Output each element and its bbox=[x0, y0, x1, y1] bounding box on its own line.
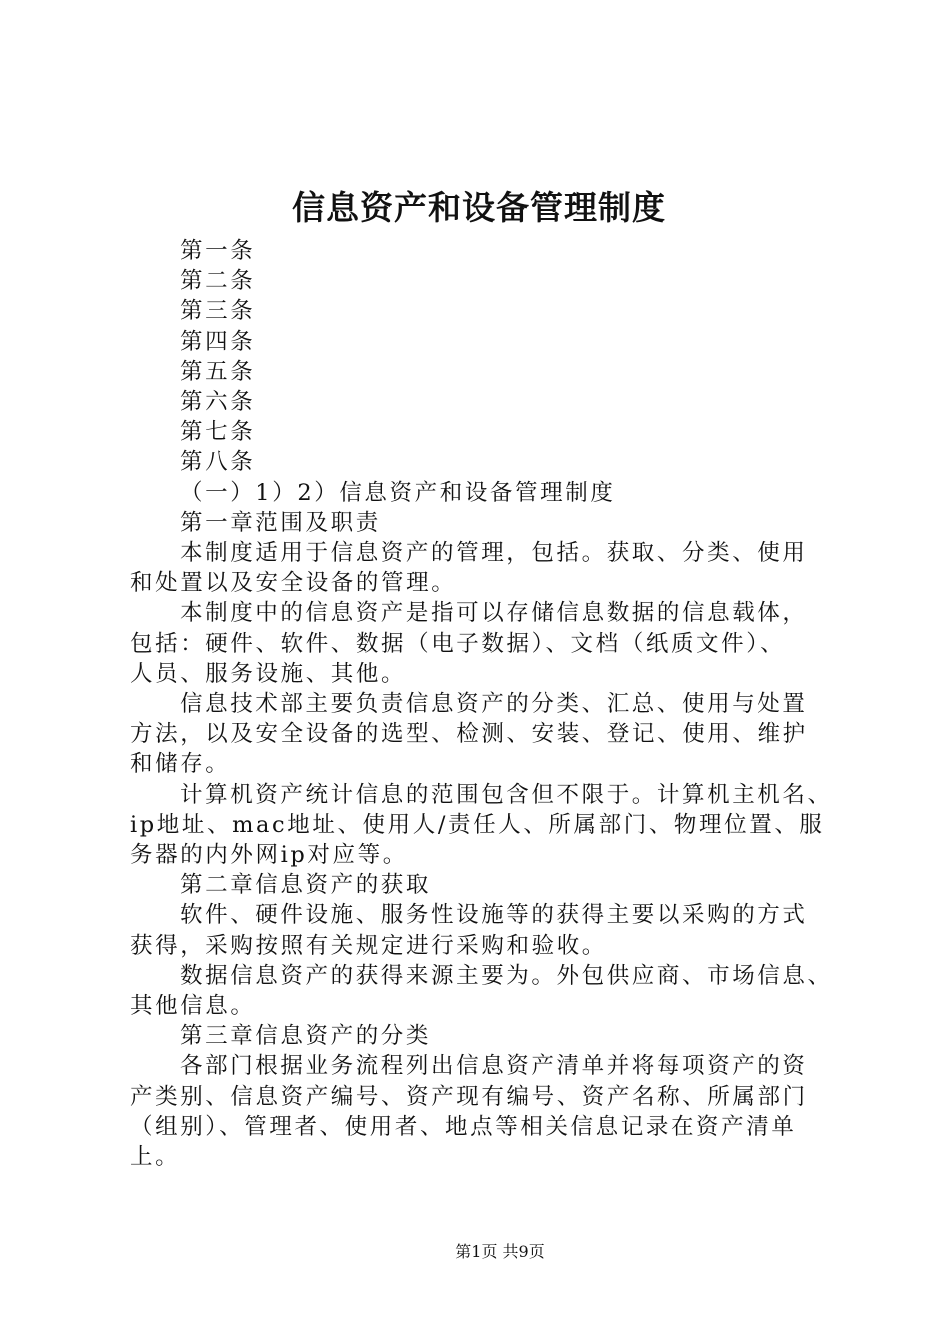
document-body bbox=[130, 236, 836, 1172]
article-item: 第八条 bbox=[180, 449, 256, 476]
paragraph-line: 务器的内外网ip对应等。 bbox=[130, 842, 408, 869]
paragraph-line: 软件、硬件设施、服务性设施等的获得主要以采购的方式 bbox=[180, 902, 808, 929]
paragraph-line: 人员、服务设施、其他。 bbox=[130, 660, 407, 687]
paragraph-line: ip地址、mac地址、使用人/责任人、所属部门、物理位置、服 bbox=[130, 811, 825, 838]
document-title: 信息资产和设备管理制度 bbox=[292, 188, 666, 227]
paragraph-line: 和处置以及安全设备的管理。 bbox=[130, 570, 457, 597]
paragraph-line: 计算机资产统计信息的范围包含但不限于。计算机主机名、 bbox=[180, 781, 833, 808]
chapter-heading: 第二章信息资产的获取 bbox=[180, 872, 432, 899]
article-item: 第二条 bbox=[180, 268, 256, 295]
article-item: 第三条 bbox=[180, 298, 256, 325]
paragraph-line: 获得，采购按照有关规定进行采购和验收。 bbox=[130, 932, 607, 959]
paragraph-line: （组别）、管理者、使用者、地点等相关信息记录在资产清单 bbox=[130, 1113, 797, 1140]
paragraph-line: 方法，以及安全设备的选型、检测、安装、登记、使用、维护 bbox=[130, 721, 808, 748]
paragraph-line: 各部门根据业务流程列出信息资产清单并将每项资产的资 bbox=[180, 1053, 808, 1080]
article-item: 第五条 bbox=[180, 358, 256, 385]
page-total: 共9页 bbox=[502, 1242, 545, 1261]
paragraph-line: 上。 bbox=[130, 1144, 181, 1171]
paragraph-line: 和储存。 bbox=[130, 751, 231, 778]
article-item: 第六条 bbox=[180, 389, 256, 416]
paragraph-line: 本制度适用于信息资产的管理，包括。获取、分类、使用 bbox=[180, 540, 808, 567]
page-number: 第1页 bbox=[455, 1242, 498, 1261]
paragraph-line: 本制度中的信息资产是指可以存储信息数据的信息载体， bbox=[180, 600, 808, 627]
paragraph-line: 包括：硬件、软件、数据（电子数据）、文档（纸质文件）、 bbox=[130, 630, 786, 657]
paragraph-line: 产类别、信息资产编号、资产现有编号、资产名称、所属部门 bbox=[130, 1083, 808, 1110]
paragraph-line: 其他信息。 bbox=[130, 993, 256, 1020]
chapter-heading: 第三章信息资产的分类 bbox=[180, 1023, 432, 1050]
sub-heading: （一）1）2）信息资产和设备管理制度 bbox=[180, 479, 616, 506]
article-item: 第一条 bbox=[180, 238, 256, 264]
article-item: 第七条 bbox=[180, 419, 256, 446]
chapter-heading: 第一章范围及职责 bbox=[180, 509, 381, 536]
paragraph-line: 信息技术部主要负责信息资产的分类、汇总、使用与处置 bbox=[180, 691, 808, 718]
article-item: 第四条 bbox=[180, 328, 256, 355]
paragraph-line: 数据信息资产的获得来源主要为。外包供应商、市场信息、 bbox=[180, 962, 833, 989]
page-footer bbox=[0, 1240, 950, 1264]
